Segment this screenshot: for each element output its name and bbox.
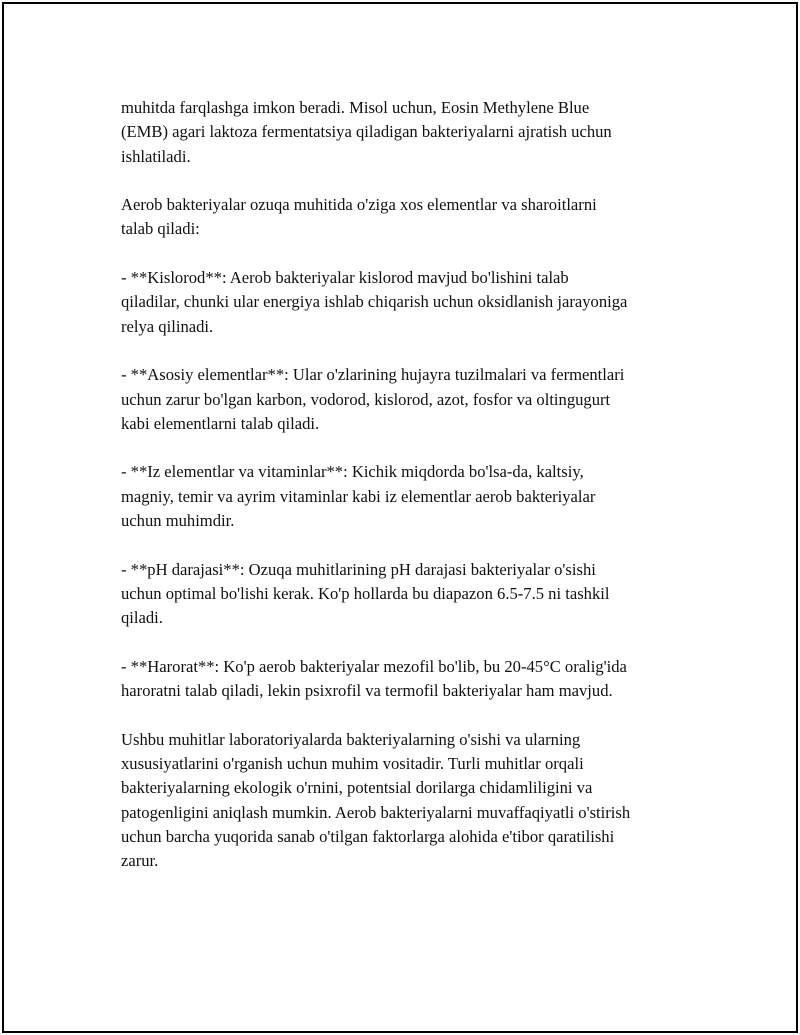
list-item-ph-darajasi: - **pH darajasi**: Ozuqa muhitlarining pH darajasi bakteriyalar o'sishi uchun optimal bo'lishi kerak. Ko'p hollarda bu diapazon 6.5-7.5 ni tashkil qiladi. [121, 559, 610, 628]
list-item-asosiy-elementlar: - **Asosiy elementlar**: Ular o'zlarining hujayra tuzilmalari va fermentlari uchun zarur bo'lgan karbon, vodorod, kislorod, azot, fosfor va oltingugurt kabi elementlarni talab qiladi. [121, 365, 625, 433]
list-item-iz-elementlar: - **Iz elementlar va vitaminlar**: Kichik miqdorda bo'lsa-da, kaltsiy, magniy, temir va ayrim vitaminlar kabi iz elementlar aerob bakteriyalar uchun muhimdir. [121, 462, 596, 531]
paragraph-conclusion: Ushbu muhitlar laboratoriyalarda bakteriyalarning o'sishi va ularning xususiyatlarini o'rganish uchun muhim vositadir. Turli muhitlar orqali bakteriyalarning ekologik o'rnini, potentsial dorilarga chidamliligini va patogenligini aniqlash mumkin. Aerob bakteriyalarni muvaffaqiyatli o'stirish uchun barcha yuqorida sanab o'tilgan faktorlarga alohida e'tibor qaratilishi zarur. [121, 729, 631, 871]
list-item-kislorod: - **Kislorod**: Aerob bakteriyalar kislorod mavjud bo'lishini talab qiladilar, chunki ular energiya ishlab chiqarish uchun oksidlanish jarayoniga relya qilinadi. [121, 268, 628, 336]
list-item-harorat: - **Harorat**: Ko'p aerob bakteriyalar mezofil bo'lib, bu 20-45°C oralig'ida haroratni talab qiladi, lekin psixrofil va termofil bakteriyalar ham mavjud. [121, 656, 627, 701]
paragraph-emb-agar: muhitda farqlashga imkon beradi. Misol uchun, Eosin Methylene Blue (EMB) agari laktoza fermentatsiya qiladigan bakteriyalarni ajratish uchun ishlatiladi. [121, 98, 612, 166]
document-body [121, 96, 691, 898]
paragraph-aerob-intro: Aerob bakteriyalar ozuqa muhitida o'ziga xos elementlar va sharoitlarni talab qiladi: [121, 195, 597, 239]
page-frame [2, 2, 798, 1033]
